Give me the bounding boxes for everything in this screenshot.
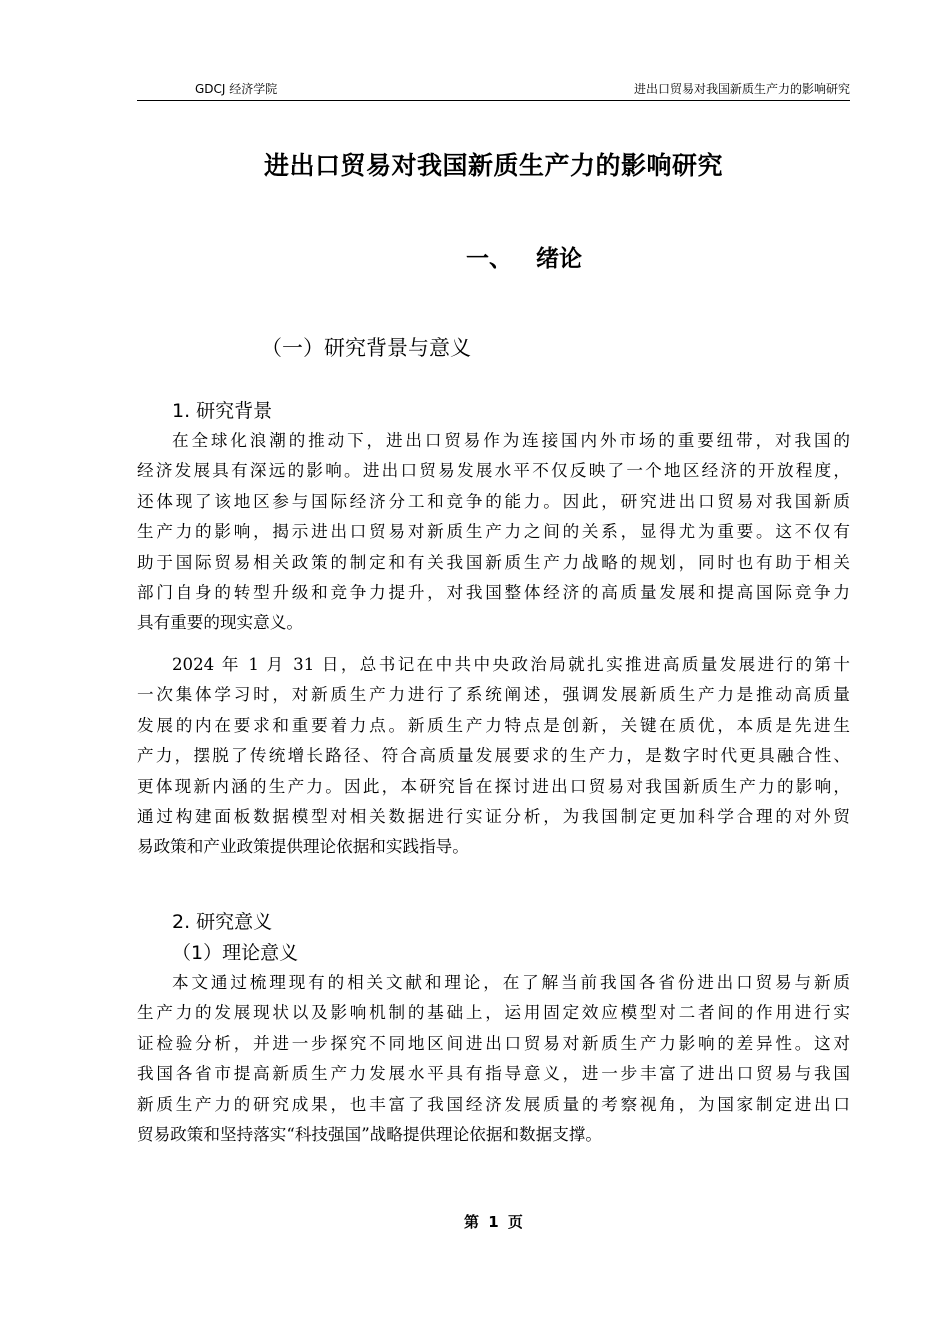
header-running-title: 进出口贸易对我国新质生产力的影响研究 <box>633 82 850 96</box>
paragraph-theoretical-significance <box>137 968 850 1150</box>
section-label: 绪论 <box>536 246 582 272</box>
paragraph-background-2 <box>137 650 850 863</box>
page-header <box>137 78 850 101</box>
heading-research-background: 1. 研究背景 <box>172 400 273 422</box>
text-line: 具有重要的现实意义。 <box>137 613 303 633</box>
text-line: 本文通过梳理现有的相关文献和理论，在了解当前我国各省份进出口贸易与新质 <box>172 973 850 992</box>
text-line: 更体现新内涵的生产力。因此，本研究旨在探讨进出口贸易对我国新质生产力的影响， <box>137 776 850 796</box>
text-line: 贸易政策和坚持落实“科技强国”战略提供理论依据和数据支撑。 <box>137 1125 602 1145</box>
paragraph-background-1 <box>137 426 850 639</box>
text-line: 新质生产力的研究成果，也丰富了我国经济发展质量的考察视角，为国家制定进出口 <box>137 1094 850 1114</box>
text-line: 发展的内在要求和重要着力点。新质生产力特点是创新，关键在质优，本质是先进生 <box>137 715 850 735</box>
text-line: 证检验分析，并进一步探究不同地区间进出口贸易对新质生产力影响的差异性。这对 <box>137 1033 850 1053</box>
text-line: 经济发展具有深远的影响。进出口贸易发展水平不仅反映了一个地区经济的开放程度， <box>137 461 850 481</box>
text-line: 我国各省市提高新质生产力发展水平具有指导意义，进一步丰富了进出口贸易与我国 <box>137 1064 850 1084</box>
text-line: 生产力的发展现状以及影响机制的基础上，运用固定效应模型对二者间的作用进行实 <box>137 1003 850 1023</box>
text-line: 生产力的影响，揭示进出口贸易对新质生产力之间的关系，显得尤为重要。这不仅有 <box>137 522 850 542</box>
text-line: 还体现了该地区参与国际经济分工和竞争的能力。因此，研究进出口贸易对我国新质 <box>137 491 850 511</box>
heading-theoretical-significance: （1）理论意义 <box>172 942 299 964</box>
document-title: 进出口贸易对我国新质生产力的影响研究 <box>263 151 723 180</box>
text-line: 一次集体学习时，对新质生产力进行了系统阐述，强调发展新质生产力是推动高质量 <box>137 685 850 705</box>
text-line: 部门自身的转型升级和竞争力提升，对我国整体经济的高质量发展和提高国际竞争力 <box>137 583 850 603</box>
subsection-heading-background-significance: （一）研究背景与意义 <box>261 336 471 360</box>
text-line: 助于国际贸易相关政策的制定和有关我国新质生产力战略的规划，同时也有助于相关 <box>137 552 850 572</box>
page-number: 第 1 页 <box>464 1213 523 1231</box>
text-line: 2024 年 1 月 31 日，总书记在中共中央政治局就扎实推进高质量发展进行的第十 <box>172 655 850 674</box>
section-heading-introduction <box>466 240 582 273</box>
section-number: 一、 <box>466 246 512 272</box>
text-line: 在全球化浪潮的推动下，进出口贸易作为连接国内外市场的重要纽带，对我国的 <box>172 431 850 450</box>
heading-research-significance: 2. 研究意义 <box>172 911 273 933</box>
text-line: 通过构建面板数据模型对相关数据进行实证分析，为我国制定更加科学合理的对外贸 <box>137 807 850 827</box>
text-line: 易政策和产业政策提供理论依据和实践指导。 <box>137 837 469 857</box>
text-line: 产力，摆脱了传统增长路径、符合高质量发展要求的生产力，是数字时代更具融合性、 <box>137 746 850 766</box>
header-institution: GDCJ 经济学院 <box>195 82 278 96</box>
